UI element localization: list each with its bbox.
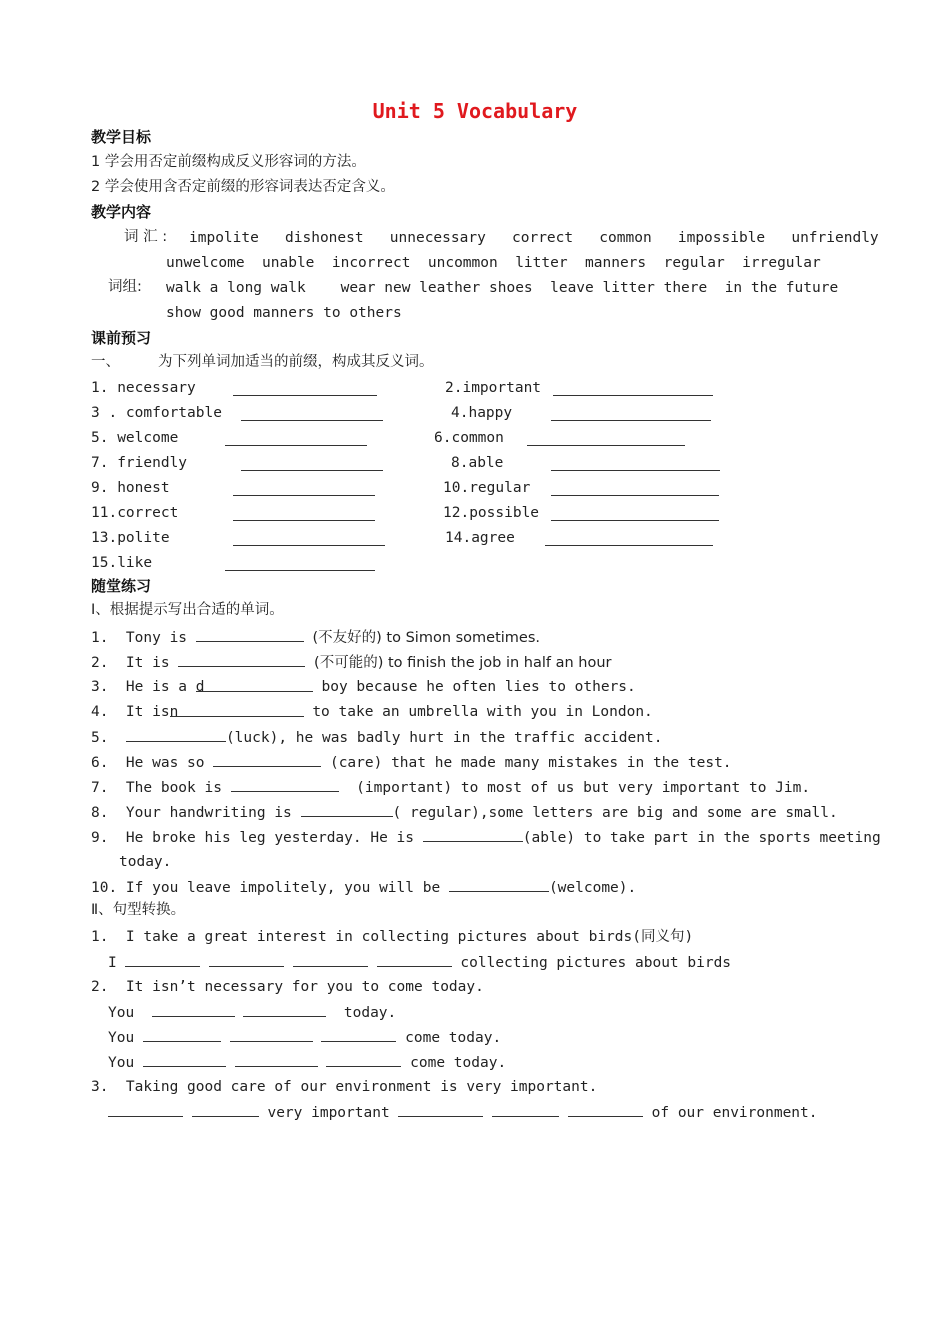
answer-blank[interactable] bbox=[492, 1102, 559, 1117]
hint-letter: n bbox=[169, 704, 179, 720]
question-text: (不可能的) to finish the job in half an hour bbox=[314, 655, 612, 671]
answer-blank[interactable] bbox=[551, 481, 719, 496]
vocab-line: unwelcome unable incorrect uncommon litter manners regular irregular bbox=[166, 255, 821, 271]
answer-blank[interactable] bbox=[143, 1052, 226, 1067]
hint-letter: d bbox=[195, 679, 205, 695]
answer-blank[interactable] bbox=[225, 431, 367, 446]
answer-blank[interactable] bbox=[192, 1102, 259, 1117]
transform-1 bbox=[91, 927, 693, 947]
answer-blank[interactable] bbox=[241, 456, 383, 471]
transform-2: 2. It isn’t necessary for you to come today. bbox=[91, 979, 484, 995]
answer-blank[interactable] bbox=[225, 556, 375, 571]
phrase-label: 词组: bbox=[108, 279, 142, 295]
answer-blank[interactable] bbox=[230, 1027, 313, 1042]
answer-blank[interactable] bbox=[209, 952, 284, 967]
page-title: Unit 5 Vocabulary bbox=[372, 99, 578, 123]
answer-blank[interactable] bbox=[125, 952, 200, 967]
question-text: 5. bbox=[91, 730, 109, 746]
exercise-word: 12.possible bbox=[443, 505, 540, 521]
exercise-word: 3 . comfortable bbox=[91, 405, 222, 421]
exercise-word: 9. honest bbox=[91, 480, 170, 496]
answer-blank[interactable] bbox=[293, 952, 368, 967]
exercise-word: 11.correct bbox=[91, 505, 179, 521]
answer-prefix: You bbox=[108, 1055, 135, 1071]
answer-blank[interactable] bbox=[178, 652, 305, 667]
question-5 bbox=[91, 727, 662, 748]
exercise-word: 2.important bbox=[445, 380, 542, 396]
practice-heading: 随堂练习 bbox=[91, 577, 152, 595]
transform-3-answer bbox=[108, 1102, 818, 1123]
question-text: to take an umbrella with you in London. bbox=[312, 704, 653, 720]
answer-prefix: I bbox=[108, 955, 117, 971]
question-text: 8. Your handwriting is bbox=[91, 805, 292, 821]
exercise-word: 7. friendly bbox=[91, 455, 188, 471]
transform-2-answer-c bbox=[108, 1052, 506, 1073]
answer-blank[interactable] bbox=[449, 877, 549, 892]
transform-1-answer bbox=[108, 952, 731, 973]
answer-middle: very important bbox=[267, 1105, 390, 1121]
transform-sentence: 1. I take a great interest in collecting pictures about birds(同义句) bbox=[91, 929, 694, 945]
question-text: 10. If you leave impolitely, you will be bbox=[91, 880, 441, 896]
answer-suffix: of our environment. bbox=[651, 1105, 818, 1121]
question-9 bbox=[91, 827, 881, 848]
answer-blank[interactable] bbox=[243, 1002, 326, 1017]
content-heading: 教学内容 bbox=[91, 203, 152, 221]
answer-blank[interactable] bbox=[241, 406, 383, 421]
goal-item: 2 学会使用含否定前缀的形容词表达否定含义。 bbox=[91, 179, 395, 195]
question-text: 2. It is bbox=[91, 655, 170, 671]
answer-prefix: You bbox=[108, 1005, 135, 1021]
question-4 bbox=[91, 702, 653, 722]
answer-suffix: today. bbox=[343, 1005, 397, 1021]
preview-instruction: 为下列单词加适当的前缀，构成其反义词。 bbox=[158, 354, 434, 370]
answer-blank[interactable] bbox=[377, 952, 452, 967]
goal-item: 1 学会用否定前缀构成反义形容词的方法。 bbox=[91, 154, 366, 170]
exercise-word: 6.common bbox=[434, 430, 504, 446]
part2-title: Ⅱ、句型转换。 bbox=[91, 902, 186, 918]
question-2 bbox=[91, 652, 612, 673]
question-9-continued: today. bbox=[119, 854, 172, 870]
answer-blank[interactable] bbox=[568, 1102, 643, 1117]
question-1 bbox=[91, 627, 540, 648]
answer-blank[interactable] bbox=[551, 406, 711, 421]
answer-blank[interactable] bbox=[169, 702, 304, 720]
transform-2-answer-b bbox=[108, 1027, 501, 1048]
answer-blank[interactable] bbox=[108, 1102, 183, 1117]
question-3 bbox=[91, 677, 636, 697]
question-text: 3. He is a bbox=[91, 679, 188, 695]
answer-blank[interactable] bbox=[213, 752, 321, 767]
answer-blank[interactable] bbox=[527, 431, 685, 446]
answer-blank[interactable] bbox=[195, 677, 313, 695]
vocab-label: 词 汇 : bbox=[124, 229, 168, 245]
vocab-line: impolite dishonest unnecessary correct common impossible unfriendly bbox=[189, 230, 879, 246]
transform-2-answer-a bbox=[108, 1002, 396, 1023]
question-8 bbox=[91, 802, 838, 823]
question-text: (care) that he made many mistakes in the test. bbox=[329, 755, 732, 771]
question-text: ( regular),some letters are big and some are small. bbox=[392, 805, 838, 821]
question-text: 6. He was so bbox=[91, 755, 205, 771]
answer-prefix: You bbox=[108, 1030, 135, 1046]
answer-blank[interactable] bbox=[233, 481, 375, 496]
answer-blank[interactable] bbox=[326, 1052, 401, 1067]
answer-blank[interactable] bbox=[321, 1027, 396, 1042]
answer-blank[interactable] bbox=[545, 531, 713, 546]
answer-blank[interactable] bbox=[398, 1102, 483, 1117]
exercise-word: 14.agree bbox=[445, 530, 515, 546]
answer-blank[interactable] bbox=[152, 1002, 235, 1017]
answer-blank[interactable] bbox=[423, 827, 523, 842]
answer-blank[interactable] bbox=[553, 381, 713, 396]
answer-blank[interactable] bbox=[551, 456, 720, 471]
answer-blank[interactable] bbox=[233, 381, 377, 396]
part1-title: Ⅰ、根据提示写出合适的单词。 bbox=[91, 602, 284, 618]
question-text: 7. The book is bbox=[91, 780, 222, 796]
answer-suffix: come today. bbox=[405, 1030, 502, 1046]
question-7 bbox=[91, 777, 810, 798]
exercise-word: 1. necessary bbox=[91, 380, 196, 396]
question-text: (important) to most of us but very important to Jim. bbox=[356, 780, 811, 796]
answer-blank[interactable] bbox=[551, 506, 719, 521]
answer-blank[interactable] bbox=[301, 802, 393, 817]
answer-blank[interactable] bbox=[233, 531, 385, 546]
answer-blank[interactable] bbox=[231, 777, 339, 792]
question-text: boy because he often lies to others. bbox=[321, 679, 636, 695]
exercise-word: 4.happy bbox=[451, 405, 513, 421]
answer-blank[interactable] bbox=[143, 1027, 221, 1042]
exercise-word: 8.able bbox=[451, 455, 504, 471]
answer-suffix: collecting pictures about birds bbox=[460, 955, 732, 971]
question-text: 1. Tony is bbox=[91, 630, 188, 646]
preview-heading: 课前预习 bbox=[91, 329, 152, 347]
goals-heading: 教学目标 bbox=[91, 128, 152, 146]
phrase-line: show good manners to others bbox=[166, 305, 402, 321]
answer-blank[interactable] bbox=[233, 506, 375, 521]
question-text: (welcome). bbox=[548, 880, 637, 896]
answer-blank[interactable] bbox=[235, 1052, 318, 1067]
question-text: (able) to take part in the sports meeting bbox=[522, 830, 881, 846]
exercise-word: 13.polite bbox=[91, 530, 170, 546]
question-text: (不友好的) to Simon sometimes. bbox=[312, 630, 541, 646]
answer-suffix: come today. bbox=[410, 1055, 507, 1071]
exercise-word: 10.regular bbox=[443, 480, 531, 496]
question-6 bbox=[91, 752, 732, 773]
question-text: 4. It is bbox=[91, 704, 170, 720]
transform-3: 3. Taking good care of our environment is very important. bbox=[91, 1079, 598, 1095]
preview-instruction-number: 一、 bbox=[91, 354, 120, 370]
question-text: 9. He broke his leg yesterday. He is bbox=[91, 830, 415, 846]
answer-blank[interactable] bbox=[126, 727, 226, 742]
answer-blank[interactable] bbox=[196, 627, 304, 642]
exercise-word: 15.like bbox=[91, 555, 153, 571]
question-text: (luck), he was badly hurt in the traffic accident. bbox=[225, 730, 663, 746]
exercise-word: 5. welcome bbox=[91, 430, 179, 446]
question-10 bbox=[91, 877, 636, 898]
phrase-line: walk a long walk wear new leather shoes leave litter there in the future bbox=[166, 280, 839, 296]
